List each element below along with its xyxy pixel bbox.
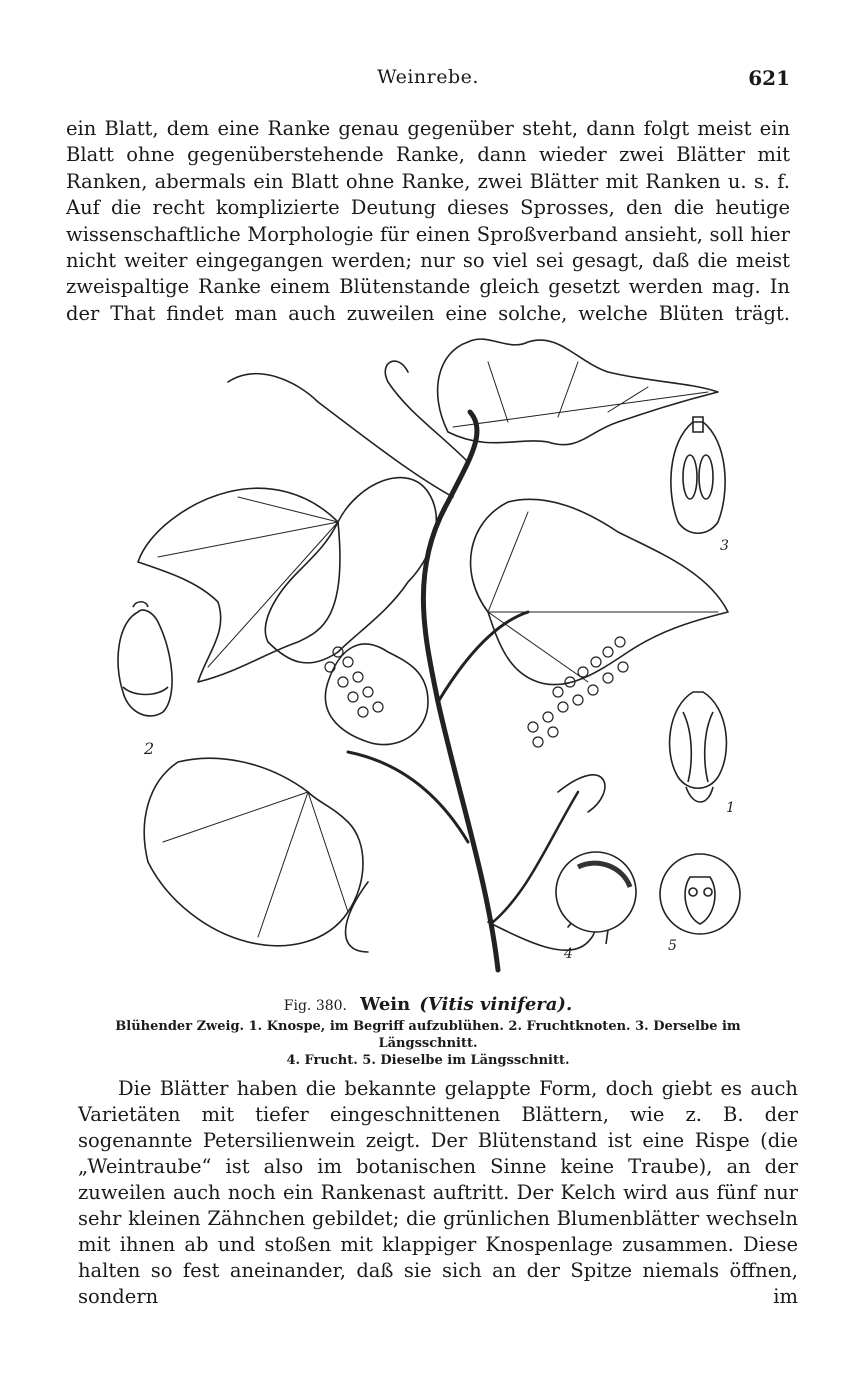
leaf-lower-left [144, 758, 363, 946]
figure-caption-title [66, 994, 790, 1015]
branch-stem [438, 612, 528, 702]
detail-ovary [118, 602, 172, 716]
tendril [385, 361, 468, 462]
running-title: Weinrebe. [377, 66, 479, 88]
caption-line-2: 4. Frucht. 5. Dieselbe im Längsschnitt. [286, 1053, 570, 1068]
body-paragraph-bottom: Die Blätter haben die bekannte gelappte Form, doch giebt es auch Varietäten mit tiefer eingeschnittenen Blättern, wie z. B. der sogenannte Petersilienwein zeigt. Der Blütenstand ist eine Rispe (die „Weintraube“ ist also im botanischen Sinne keine Traube), an der zuweilen auch noch ein Rankenast auftritt. Der Kelch wird aus fünf nur sehr kleinen Zähnchen gebildet; die grünlichen Blumenblätter wechseln mit ihnen ab und stoßen mit klappiger Knospenlage zusammen. Diese halten so fest aneinander, daß sie sich an der Spitze niemals öffnen, sondern im [78, 1077, 798, 1308]
detail-bud [670, 692, 727, 802]
lower-branch [348, 752, 468, 842]
tendril [346, 882, 369, 952]
detail-number-4: 4 [564, 946, 573, 962]
main-stem [423, 412, 498, 970]
tendril [228, 374, 453, 497]
body-paragraph-top: ein Blatt, dem eine Ranke genau gegenüber steht, dann folgt meist ein Blatt ohne gegenüberstehende Ranke, dann wieder zwei Blätter mit Ranken, abermals ein Blatt ohne Ranke, zwei Blätter mit Ranken u. s. f. Auf die recht komplizierte Deutung dieses Sprosses, den die heutige wissenschaftliche Morphologie für einen Sproßverband ansieht, soll hier nicht weiter eingegangen werden; nur so viel sei gesagt, daß die meist zweispaltige Ranke einem Blütenstande gleich gesetzt werden mag. In der That findet man auch zuweilen eine solche, welche Blüten trägt. [66, 117, 790, 325]
flower-clusters [325, 637, 628, 747]
figure-caption-description [66, 1018, 790, 1069]
detail-fruit-section [660, 854, 740, 934]
figure-name: Wein [360, 994, 411, 1015]
figure-latin-name: (Vitis vinifera). [419, 994, 573, 1015]
detail-number-5: 5 [668, 938, 677, 954]
detail-number-3: 3 [720, 538, 729, 554]
running-head [66, 66, 790, 96]
detail-fruit [556, 852, 636, 944]
leaf-top [438, 339, 718, 445]
tendril [558, 775, 605, 812]
caption-line-1: Blühender Zweig. 1. Knospe, im Begriff aufzublühen. 2. Fruchtknoten. 3. Derselbe im Längsschnitt. [115, 1019, 741, 1051]
leaf-center [325, 644, 428, 745]
leaf-middle-right [471, 499, 728, 684]
vine-illustration [108, 322, 760, 982]
detail-ovary-section [671, 417, 725, 533]
figure-number: Fig. 380. [283, 998, 347, 1014]
detail-number-1: 1 [726, 800, 735, 816]
vine-drawing [108, 322, 760, 982]
leaf-left-large [265, 478, 436, 663]
detail-number-2: 2 [144, 739, 155, 758]
page-number: 621 [748, 66, 790, 90]
